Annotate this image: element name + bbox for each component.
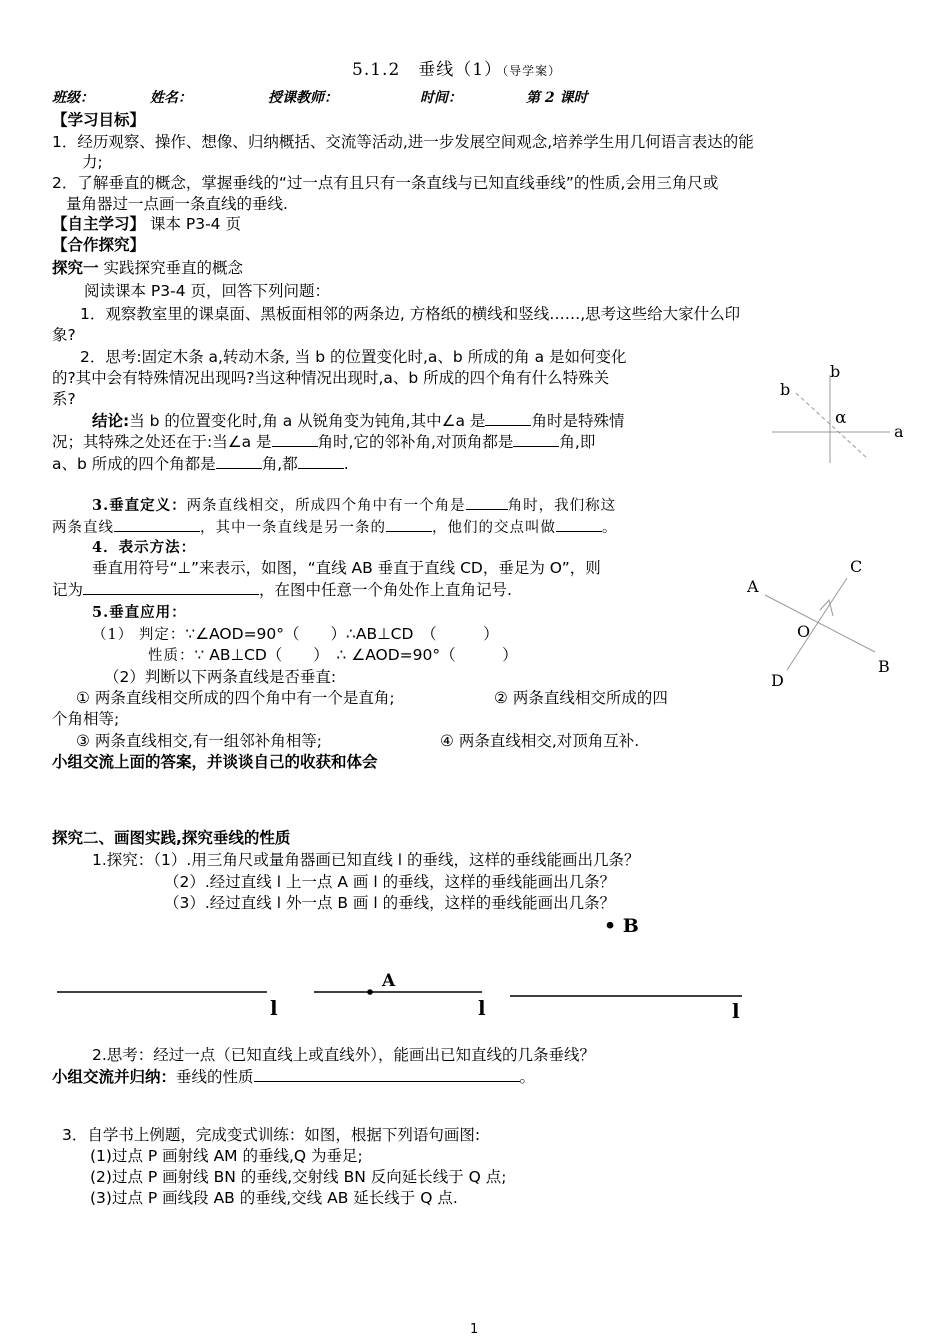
goal-1-line-2: 力; [82, 153, 103, 171]
judge-line [92, 624, 499, 645]
summary-label: 小组交流并归纳： [52, 1068, 177, 1086]
apply-label: 5.垂直应用： [92, 604, 187, 621]
think-question: 2.思考：经过一点（已知直线上或直线外），能画出已知直线的几条垂线？ [92, 1046, 596, 1064]
conclusion-text: . [343, 455, 349, 473]
line-cd [787, 578, 847, 670]
label-point-A: A [382, 971, 396, 991]
class-label: 班级： [52, 90, 94, 106]
exercise-item-2: (2)过点 P 画射线 BN 的垂线,交射线 BN 反向延长线于 Q 点; [90, 1168, 507, 1186]
teacher-label: 授课教师： [268, 90, 338, 106]
self-study-heading: 【自主学习】 [52, 215, 146, 233]
blank-field[interactable] [386, 517, 432, 532]
point-A [367, 989, 373, 995]
conclusion-text: 角,即 [559, 433, 596, 451]
blank-field[interactable] [556, 517, 602, 532]
definition-text: ，他们的交点叫做 [432, 520, 556, 536]
goal-2-line-2: 量角器过一点画一条直线的垂线. [66, 195, 288, 213]
page-title [352, 60, 561, 81]
judge-text: ∵∠AOD=90°（ ）∴AB⊥CD （ ） [185, 625, 499, 643]
explore1-title [52, 258, 243, 278]
label-O: O [797, 622, 811, 641]
lesson-label: 第 2 课时 [526, 90, 588, 106]
group-discussion: 小组交流上面的答案，并谈谈自己的收获和体会 [52, 753, 378, 771]
figure-lines-l [52, 912, 752, 1027]
q2-line-3: 系? [52, 390, 76, 408]
label-C: C [850, 557, 863, 576]
blank-field[interactable] [216, 454, 262, 469]
option-1: ① 两条直线相交所成的四个角中有一个是直角; [76, 689, 395, 707]
label-l-1: l [270, 996, 278, 1020]
q2-line-1: 2．思考:固定木条 a,转动木条, 当 b 的位置变化时,a、b 所成的角 a 是如何变化 [80, 348, 627, 366]
q2-line-2: 的?其中会有特殊情况出现吗?当这种情况出现时,a、b 所成的四个角有什么特殊关 [52, 369, 610, 387]
option-3: ③ 两条直线相交,有一组邻补角相等; [76, 732, 322, 750]
title-main: 5.1.2 垂线（1） [352, 60, 503, 80]
notation-text: 记为 [52, 581, 84, 599]
blank-field[interactable] [254, 1067, 520, 1082]
label-l-2: l [478, 996, 486, 1020]
judge-label: （1） 判定： [92, 627, 186, 643]
figure-perpendicular-ab-cd [735, 550, 905, 695]
option-2-cont: 个角相等; [52, 710, 120, 728]
definition-label: 3.垂直定义： [92, 497, 187, 514]
conclusion-text: 当 b 的位置变化时,角 a 从锐角变为钝角,其中∠a 是 [129, 412, 486, 430]
blank-field[interactable] [513, 432, 559, 447]
label-alpha: α [835, 408, 847, 428]
explore1-heading: 探究一 [52, 259, 99, 277]
line-b-rotated [796, 393, 868, 459]
q1-line-1: 1．观察教室里的课桌面、黑板面相邻的两条边, 方格纸的横线和竖线……,思考这些给大家什么印 [80, 305, 741, 323]
label-b-left: b [780, 380, 791, 399]
conclusion-text: 况；其特殊之处还在于:当∠a 是 [52, 433, 272, 451]
blank-field[interactable] [466, 495, 508, 510]
label-l-3: l [732, 999, 740, 1023]
summary-text: 垂线的性质 [176, 1068, 254, 1086]
blank-field[interactable] [485, 411, 531, 426]
label-D: D [771, 671, 784, 690]
self-study-text: 课本 P3-4 页 [149, 215, 241, 233]
label-b-upper: b [830, 362, 841, 381]
exercise-item-1: (1)过点 P 画射线 AM 的垂线,Q 为垂足; [90, 1147, 363, 1165]
task-2: （2）.经过直线 l 上一点 A 画 l 的垂线，这样的垂线能画出几条？ [164, 873, 616, 891]
page-number: 1 [470, 1322, 479, 1337]
blank-field[interactable] [83, 580, 259, 595]
notation-text: ，在图中任意一个角处作上直角记号. [259, 581, 512, 599]
task-1-text: （1）.用三角尺或量角器画已知直线 l 的垂线，这样的垂线能画出几条？ [153, 851, 640, 869]
conclusion-line-2 [52, 432, 595, 452]
definition-text: ，其中一条直线是另一条的 [200, 520, 386, 536]
property-line [148, 645, 518, 666]
exercise-intro: 3．自学书上例题，完成变式训练：如图，根据下列语句画图: [62, 1126, 481, 1144]
goal-2-line-1: 2．了解垂直的概念，掌握垂线的“过一点有且只有一条直线与已知直线垂线”的性质,会用三角尺或 [52, 174, 719, 192]
explore1-subtitle: 实践探究垂直的概念 [103, 259, 243, 277]
definition-text: 两条直线相交，所成四个角中有一个角是 [186, 498, 466, 514]
exercise-item-3: (3)过点 P 画线段 AB 的垂线,交线 AB 延长线于 Q 点. [90, 1189, 458, 1207]
conclusion-label: 结论: [92, 412, 130, 430]
self-study [52, 214, 241, 234]
blank-field[interactable] [298, 454, 344, 469]
conclusion-text: 角时是特殊情 [531, 412, 625, 430]
label-B: B [878, 657, 890, 676]
conclusion-text: 角,都 [261, 455, 298, 473]
label-A: A [747, 577, 759, 596]
task-1 [92, 850, 640, 870]
figure-angle-ab [760, 355, 920, 465]
blank-field[interactable] [114, 517, 200, 532]
line-ab [765, 595, 875, 652]
definition-text: 两条直线 [52, 520, 114, 536]
option-2: ② 两条直线相交所成的四 [494, 689, 668, 707]
blank-field[interactable] [272, 432, 318, 447]
task-label: 1.探究： [92, 851, 154, 869]
notation-line-2 [52, 580, 512, 600]
definition-text: 。 [602, 520, 618, 536]
conclusion-text: 角时,它的邻补角,对顶角都是 [317, 433, 514, 451]
name-label: 姓名： [150, 90, 192, 106]
time-label: 时间： [420, 90, 462, 106]
option-4: ④ 两条直线相交,对顶角互补. [440, 732, 640, 750]
judge2-text: （2）判断以下两条直线是否垂直: [104, 668, 337, 686]
goals-heading: 【学习目标】 [52, 111, 146, 129]
conclusion-text: a、b 所成的四个角都是 [52, 455, 216, 473]
definition-text: 角时，我们称这 [507, 498, 617, 514]
summary-end: 。 [519, 1068, 536, 1086]
definition-line-1 [92, 495, 616, 516]
task-3: （3）.经过直线 l 外一点 B 画 l 的垂线，这样的垂线能画出几条？ [164, 894, 616, 912]
title-subtitle: （导学案） [502, 64, 562, 78]
label-point-B: • B [604, 915, 639, 937]
explore1-intro: 阅读课本 P3-4 页，回答下列问题： [84, 282, 331, 300]
q1-line-2: 象? [52, 326, 76, 344]
property-text: ∵ AB⊥CD（ ） ∴ ∠AOD=90°（ ） [194, 646, 518, 664]
definition-line-2 [52, 517, 618, 538]
property-label: 性质： [148, 648, 195, 664]
conclusion-line-1 [92, 411, 624, 431]
explore2-heading: 探究二、画图实践,探究垂线的性质 [52, 829, 291, 847]
coop-heading: 【合作探究】 [52, 236, 146, 254]
conclusion-line-3 [52, 454, 349, 474]
summary-line [52, 1067, 535, 1087]
notation-line-1: 垂直用符号“⊥”来表示，如图，“直线 AB 垂直于直线 CD，垂足为 O”，则 [92, 559, 601, 577]
label-a: a [894, 422, 904, 441]
goal-1-line-1: 1．经历观察、操作、想像、归纳概括、交流等活动,进一步发展空间观念,培养学生用几何语言表达的能 [52, 133, 754, 151]
notation-label: 4．表示方法： [92, 539, 197, 556]
